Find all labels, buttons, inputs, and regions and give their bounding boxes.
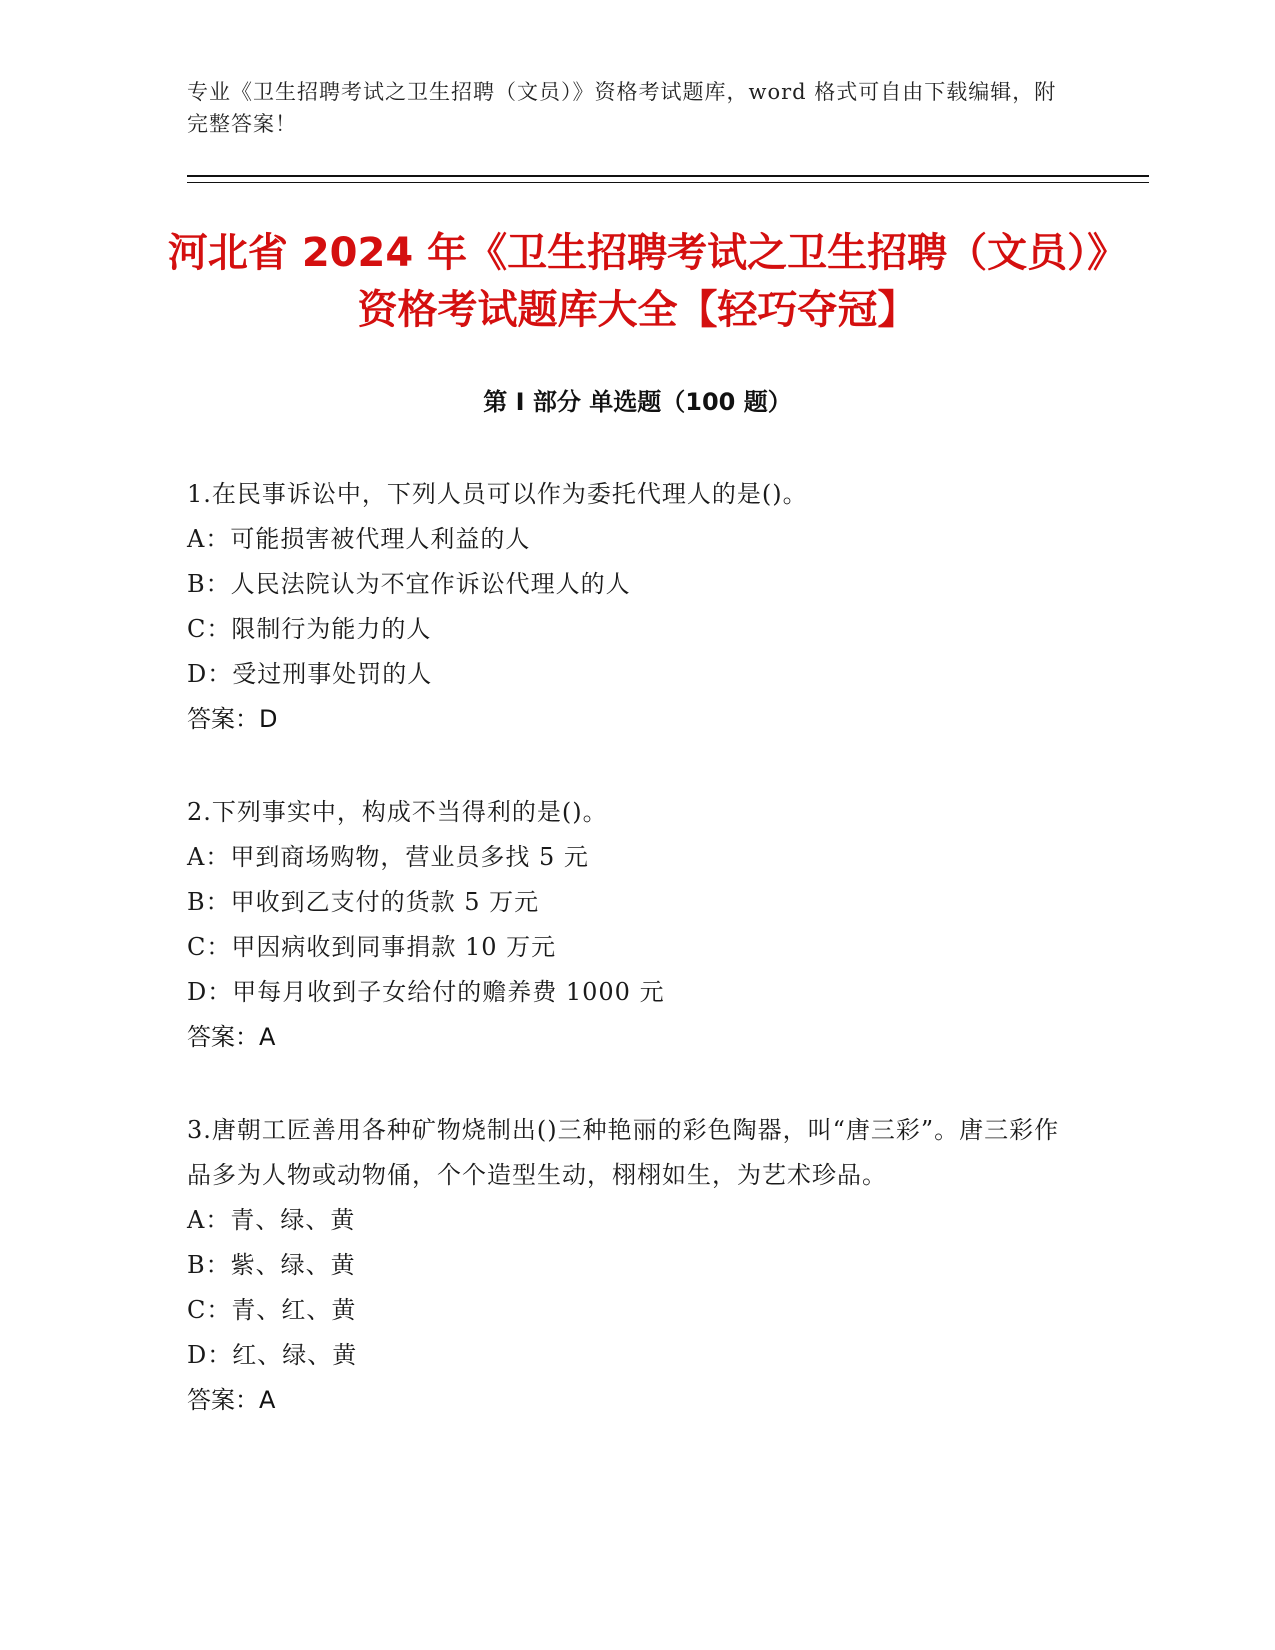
option-d: D：红、绿、黄	[187, 1341, 358, 1369]
option-b: B：甲收到乙支付的货款 5 万元	[187, 888, 540, 916]
header-note: 专业《卫生招聘考试之卫生招聘（文员）》资格考试题库，word 格式可自由下载编辑，附完整答案！	[187, 80, 1057, 136]
option-d: D：甲每月收到子女给付的赡养费 1000 元	[187, 978, 665, 1006]
question-block	[187, 790, 1067, 1060]
option-b: B：紫、绿、黄	[187, 1251, 356, 1279]
question-block	[187, 1108, 1067, 1423]
header-divider-thick	[187, 175, 1149, 177]
question-stem: 1.在民事诉讼中，下列人员可以作为委托代理人的是()。	[187, 480, 808, 508]
option-a: A：青、绿、黄	[187, 1206, 356, 1234]
option-a: A：甲到商场购物，营业员多找 5 元	[187, 843, 589, 871]
question-stem: 2.下列事实中，构成不当得利的是()。	[187, 798, 608, 826]
answer-line: 答案：D	[187, 705, 278, 733]
option-a: A：可能损害被代理人利益的人	[187, 525, 531, 553]
answer-line: 答案：A	[187, 1386, 276, 1414]
section-heading: 第 I 部分 单选题（100 题）	[483, 388, 792, 416]
answer-line: 答案：A	[187, 1023, 276, 1051]
option-b: B：人民法院认为不宜作诉讼代理人的人	[187, 570, 631, 598]
question-stem: 3.唐朝工匠善用各种矿物烧制出()三种艳丽的彩色陶器，叫“唐三彩”。唐三彩作品多为人物或动物俑，个个造型生动，栩栩如生，为艺术珍品。	[187, 1116, 1060, 1189]
question-block	[187, 472, 1067, 742]
option-d: D：受过刑事处罚的人	[187, 660, 433, 688]
header-divider-thin	[187, 182, 1149, 183]
option-c: C：青、红、黄	[187, 1296, 357, 1324]
document-title: 河北省 2024 年《卫生招聘考试之卫生招聘（文员）》资格考试题库大全【轻巧夺冠】	[167, 230, 1108, 333]
option-c: C：限制行为能力的人	[187, 615, 432, 643]
option-c: C：甲因病收到同事捐款 10 万元	[187, 933, 557, 961]
